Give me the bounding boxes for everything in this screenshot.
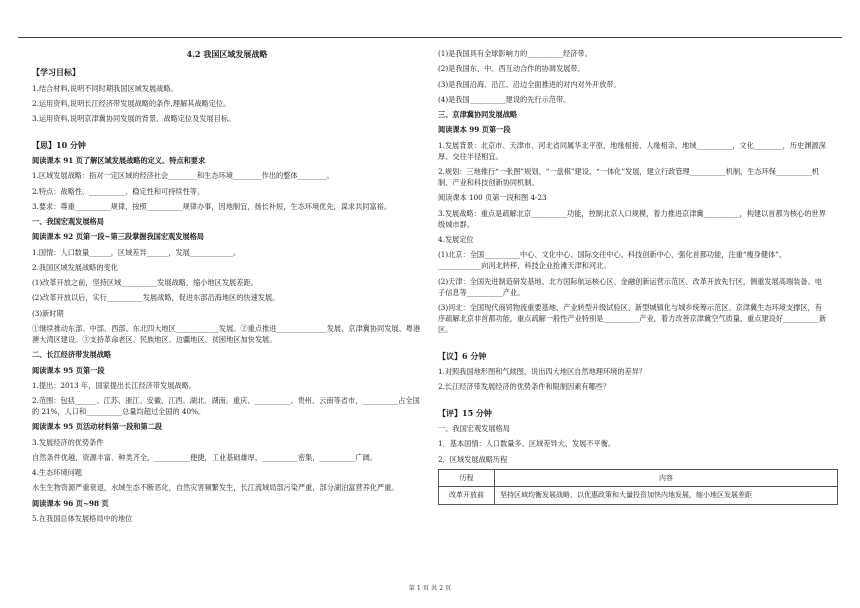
right-column — [438, 48, 828, 505]
text-line: (2)是我国东、中、西互动合作的协调发展带。 — [438, 64, 585, 74]
text-line: (2)改革开放以后，实行__________发展战略，促进东部沿海地区的快速发展。 — [32, 293, 280, 303]
think-heading: 【思】10 分钟 — [32, 139, 86, 150]
review-item: 1．基本国情：人口数量多、区域差异大、发展不平衡。 — [438, 439, 616, 449]
text-line: 阅读课本 100 页第一段和图 4-23 — [438, 193, 547, 203]
text-line: 1.国情：人口数量______，区域差异______，发展____________。 — [32, 247, 241, 257]
text-line: 5.在我国总体发展格局中的地位 — [32, 513, 133, 523]
section-heading: 阅读课本 95 页活动材料第一段和第二段 — [32, 422, 163, 432]
text-line: 1.区域发展战略：指对一定区域的经济社会________和生态环境________作出的整体________。 — [32, 171, 334, 181]
left-lines — [32, 155, 422, 524]
text-line: 3.要求：尊重__________规律，按照__________规律办事，因地制宜，扬长补短，生态环境优先，谋求共同富裕。 — [32, 201, 392, 211]
text-line: 4.发展定位 — [438, 234, 474, 244]
text-line: (4)是我国__________建设的先行示范带。 — [438, 94, 571, 104]
section-heading: 一、我国宏观发展格局 — [32, 217, 104, 227]
section-heading: 三、京津冀协同发展战略 — [438, 110, 518, 119]
right-lines — [438, 48, 828, 336]
review-item: 一、我国宏观发展格局 — [438, 424, 510, 434]
text-line: (2)天津：全国先进制造研发基地、北方国际航运核心区、金融创新运营示范区、改革开放先行区，侧重发展高端装备、电子信息等__________产业。 — [438, 276, 822, 297]
text-line: (1)是我国具有全球影响力的__________经济带。 — [438, 49, 592, 58]
text-line: 水生生物资源严重衰退，水域生态不断恶化，自然灾害频繁发生，长江流域局部污染严重，部分湖泊富营养化严重。 — [32, 483, 399, 493]
text-line: 2.我国区域发展战略的变化 — [32, 262, 118, 272]
text-line: 2.范围：包括______、江苏、浙江、安徽、江西、湖北、湖南、重庆、__________、贵州、云南等省市，__________占全国的 21%，人口和__________总量均超过全国的 40%。 — [32, 396, 420, 417]
table-cell: 改革开放前 — [439, 487, 495, 505]
text-line: 4.生态环境问题 — [32, 468, 82, 478]
text-line: 自然条件优越，资源丰富、种类齐全，__________便捷，工业基础雄厚，__________密集，__________广阔。 — [32, 452, 378, 462]
text-line: 2.规划：三地推行“一张图”规划、“一盘棋”建设、“一体化”发展，建立行政管理__________机制、生态环保__________机制、产业和科技创新协同机制。 — [438, 166, 820, 188]
text-line: 3.发展战略：重点是疏解北京__________功能，控制北京人口规模，着力推进京津冀__________，构建以首都为核心的世界级城市群。 — [438, 208, 826, 229]
text-line: 1.发展背景：北京市、天津市、河北省同属华北平原，地缘相接、人缘相亲，地域__________，文化________，历史渊源深厚、交往半径相宜。 — [438, 140, 826, 161]
left-column — [32, 48, 422, 528]
objectives-heading: 【学习目标】 — [32, 67, 80, 78]
section-heading: 阅读课本 92 页第一段~第三段掌握我国宏观发展格局 — [32, 232, 204, 242]
section-heading: 阅读课本 95 页第一段 — [32, 365, 105, 375]
text-line: 1.提出：2013 年，国家提出长江经济带发展战略。 — [32, 380, 196, 390]
objective-item: 2.运用资料,说明长江经济带发展战略的条件,理解其战略定位。 — [32, 99, 231, 109]
objective-item: 3.运用资料,说明京津冀协同发展的背景、战略定位及发展目标。 — [32, 114, 236, 124]
text-line: (3)新时期 — [32, 308, 64, 318]
discuss-item: 1.对照我国地形图和气候图，说出四大地区自然地理环境的差异？ — [438, 367, 647, 377]
table-header-cell: 历程 — [439, 469, 495, 487]
section-heading: 二、长江经济带发展战略 — [32, 350, 112, 360]
text-line: 3.发展经济的优势条件 — [32, 437, 104, 447]
text-line: ①继续推动东部、中部、西部、东北四大地区____________发展。②重点推进______________发展、京津冀协同发展、粤港澳大湾区建设。③支持革命老区、民族地区、边疆地区、贫困地区加快发展。 — [32, 323, 421, 345]
review-item: 2．区域发展战略历程 — [438, 454, 508, 464]
section-heading: 阅读课本 99 页第一段 — [438, 125, 511, 135]
review-heading: 【评】15 分钟 — [438, 407, 492, 418]
table-row — [439, 487, 838, 505]
text-line: (3)河北：全国现代商贸物流重要基地、产业转型升级试验区、新型城镇化与城乡统筹示范区、京津冀生态环境支撑区，有序疏解北京非首都功能，重点疏解一般性产业特别是__________产业，着力改善京津冀空气质量，重点建设好__________新区。 — [438, 303, 827, 335]
section-heading: 阅读课本 91 页了解区域发展战略的定义、特点和要求 — [32, 156, 206, 166]
text-line: (1)改革开放之前，坚持区域__________发展战略，缩小地区发展差距。 — [32, 278, 258, 288]
page-footer: 第 1 页 共 2 页 — [408, 585, 452, 592]
discuss-item: 2.长江经济带发展经济的优势条件和限制因素有哪些？ — [438, 382, 611, 392]
discuss-heading: 【议】6 分钟 — [438, 350, 487, 361]
table-header-cell: 内容 — [495, 469, 838, 487]
text-line: (1)北京：全国__________中心、文化中心、国际交往中心、科技创新中心，强化首都功能，注重“瘦身健体”，____________向河北转移，科技企业抢滩天津和河北。 — [438, 250, 787, 271]
strategy-history-table — [438, 469, 838, 505]
page-title: 4.2 我国区域发展战略 — [186, 49, 268, 59]
top-rule — [18, 37, 842, 38]
text-line: 2.特点：战略性、__________、稳定性和可持续性等。 — [32, 186, 205, 196]
section-heading: 阅读课本 96 页~98 页 — [32, 498, 109, 508]
text-line: (3)是我国沿海、沿江、沿边全面推进的对内对外开放带。 — [438, 79, 621, 89]
table-cell: 坚持区域均衡发展战略，以优惠政策和大量投资加快内地发展，缩小地区发展差距 — [495, 487, 838, 505]
objective-item: 1.结合材料,说明不同时期我国区域发展战略。 — [32, 83, 178, 93]
table-header-row — [439, 469, 838, 487]
